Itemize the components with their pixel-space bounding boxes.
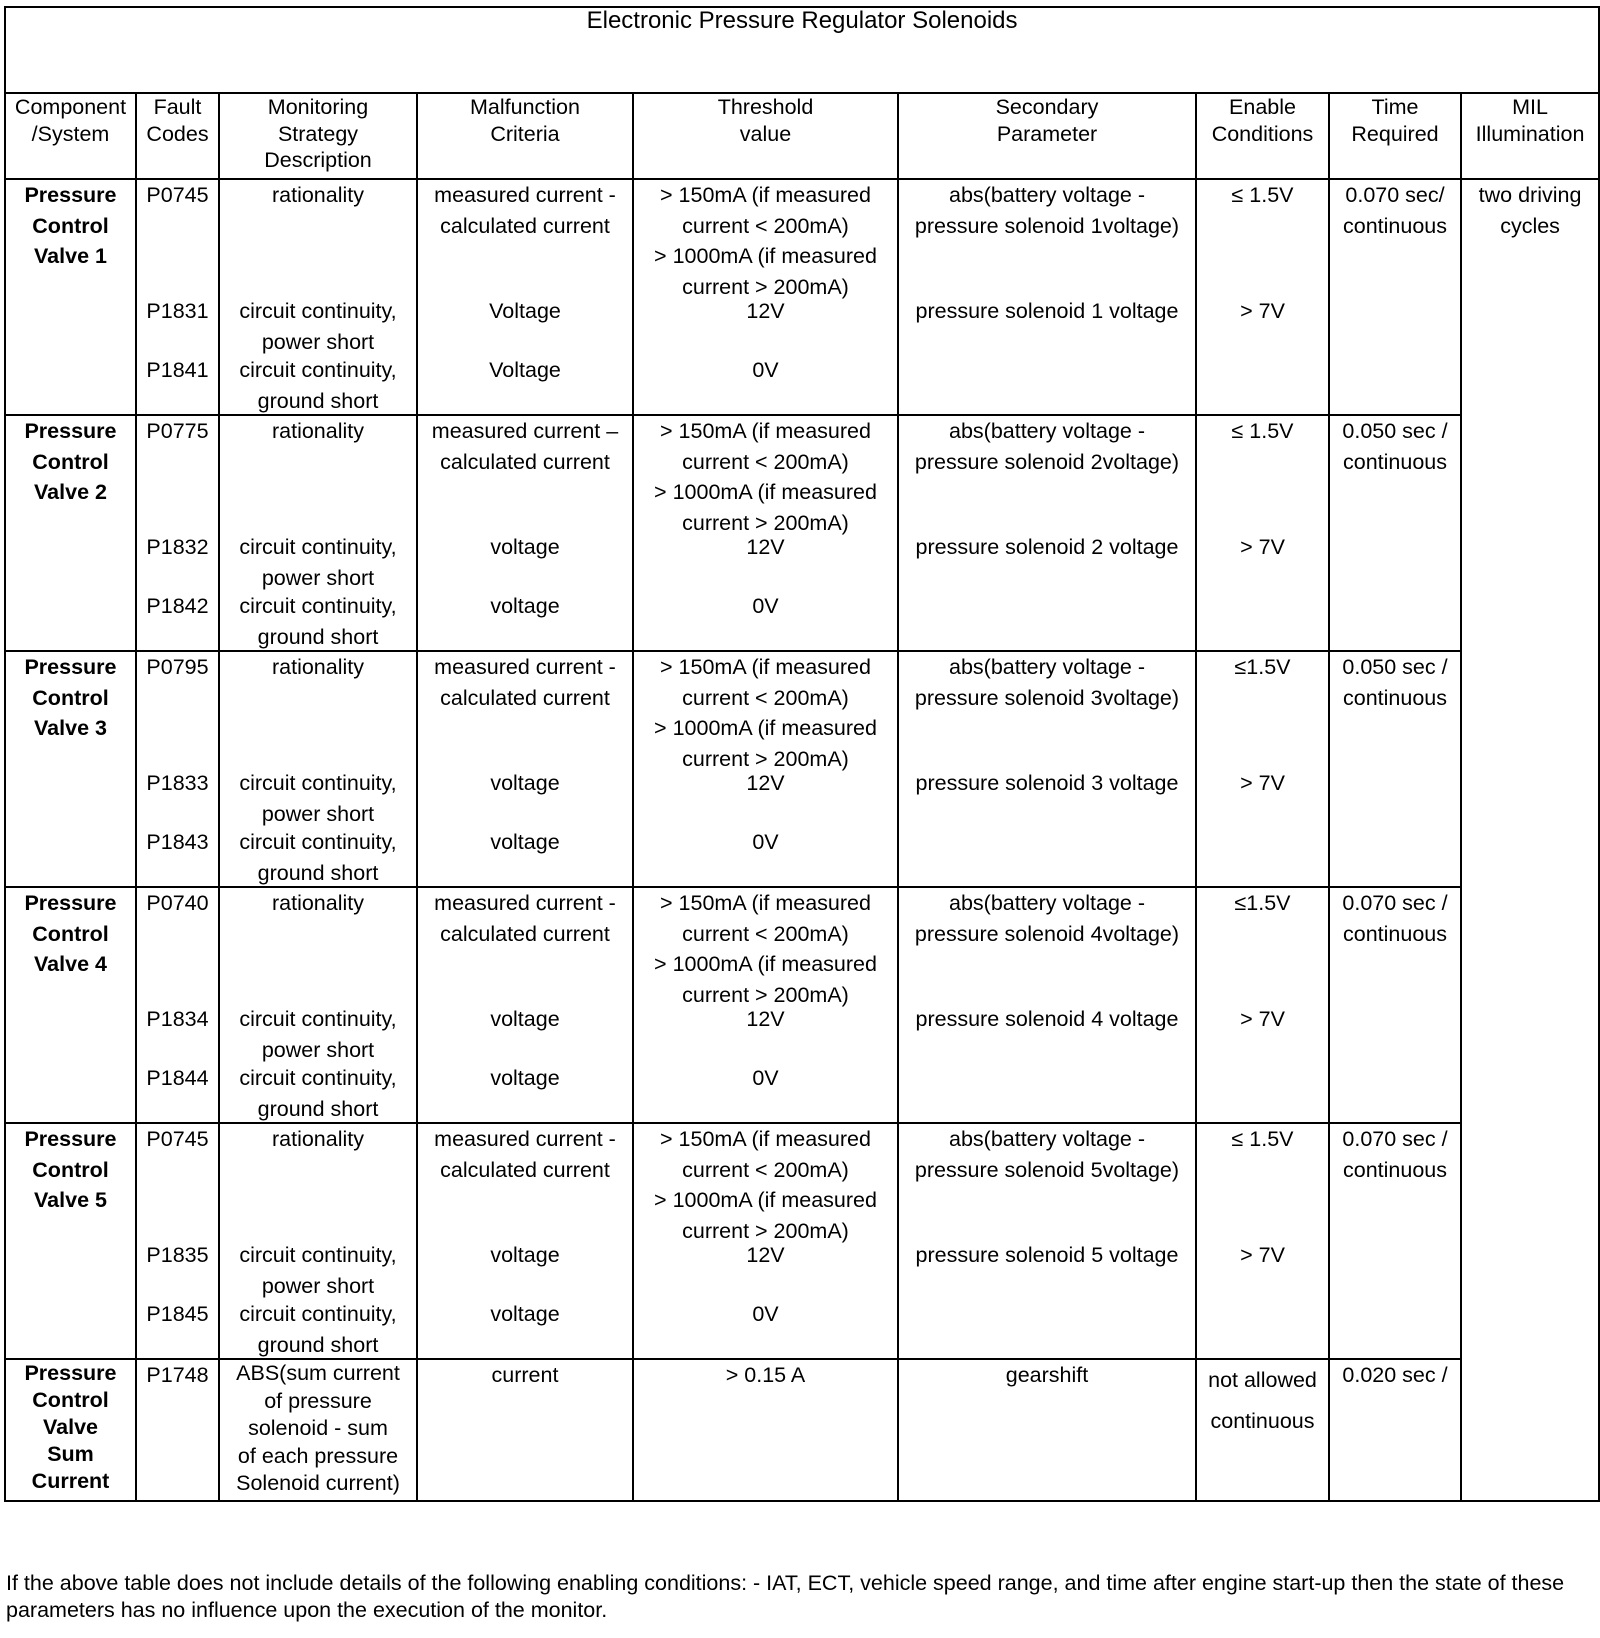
valve-row	[5, 1123, 1599, 1359]
malfunction-cell: measured current - calculated current voltage voltage	[417, 1123, 633, 1359]
malfunction-cell: current	[417, 1359, 633, 1501]
secondary-cell: abs(battery voltage - pressure solenoid 2voltage) pressure solenoid 2 voltage	[898, 415, 1196, 651]
malfunction-cell: measured current - calculated current voltage voltage	[417, 887, 633, 1123]
header-malfunction: Malfunction Criteria	[417, 93, 633, 179]
enable-cell: not allowed continuous	[1196, 1359, 1329, 1501]
enable-cell: ≤ 1.5V > 7V	[1196, 1123, 1329, 1359]
table-title: Electronic Pressure Regulator Solenoids	[5, 7, 1599, 93]
threshold-cell: > 150mA (if measured current < 200mA) > 1000mA (if measured current > 200mA) 12V 0V	[633, 415, 898, 651]
component-cell: Pressure Control Valve 4	[5, 887, 136, 1123]
component-cell: Pressure Control Valve 2	[5, 415, 136, 651]
time-cell: 0.070 sec / continuous	[1329, 1123, 1461, 1359]
fault-code-cell: P0740 P1834 P1844	[136, 887, 219, 1123]
monitoring-cell: rationality circuit continuity, power short circuit continuity, ground short	[219, 415, 417, 651]
fault-code-cell: P0795 P1833 P1843	[136, 651, 219, 887]
enable-cell: ≤1.5V > 7V	[1196, 887, 1329, 1123]
malfunction-cell: measured current - calculated current Voltage Voltage	[417, 179, 633, 415]
header-time: Time Required	[1329, 93, 1461, 179]
secondary-cell: abs(battery voltage - pressure solenoid 5voltage) pressure solenoid 5 voltage	[898, 1123, 1196, 1359]
secondary-cell: abs(battery voltage - pressure solenoid 3voltage) pressure solenoid 3 voltage	[898, 651, 1196, 887]
enable-cell: ≤ 1.5V > 7V	[1196, 179, 1329, 415]
header-secondary: Secondary Parameter	[898, 93, 1196, 179]
threshold-cell: > 150mA (if measured current < 200mA) > 1000mA (if measured current > 200mA) 12V 0V	[633, 179, 898, 415]
monitoring-cell: rationality circuit continuity, power short circuit continuity, ground short	[219, 1123, 417, 1359]
mil-cell: two driving cycles	[1461, 179, 1599, 1501]
monitor-table	[4, 6, 1600, 1502]
monitoring-cell: rationality circuit continuity, power short circuit continuity, ground short	[219, 179, 417, 415]
component-cell: Pressure Control Valve 3	[5, 651, 136, 887]
fault-code-cell: P1748	[136, 1359, 219, 1501]
monitoring-cell: rationality circuit continuity, power short circuit continuity, ground short	[219, 887, 417, 1123]
header-row	[5, 93, 1599, 179]
table-body	[5, 179, 1599, 1501]
sum-current-row	[5, 1359, 1599, 1501]
secondary-cell: abs(battery voltage - pressure solenoid 1voltage) pressure solenoid 1 voltage	[898, 179, 1196, 415]
time-cell: 0.050 sec / continuous	[1329, 651, 1461, 887]
valve-row	[5, 415, 1599, 651]
fault-code-cell: P0745 P1831 P1841	[136, 179, 219, 415]
secondary-cell: gearshift	[898, 1359, 1196, 1501]
component-cell: Pressure Control Valve 1	[5, 179, 136, 415]
header-threshold: Threshold value	[633, 93, 898, 179]
header-fault-codes: Fault Codes	[136, 93, 219, 179]
component-cell: Pressure Control Valve Sum Current	[5, 1359, 136, 1501]
threshold-cell: > 150mA (if measured current < 200mA) > 1000mA (if measured current > 200mA) 12V 0V	[633, 887, 898, 1123]
threshold-cell: > 150mA (if measured current < 200mA) > 1000mA (if measured current > 200mA) 12V 0V	[633, 651, 898, 887]
fault-code-cell: P0745 P1835 P1845	[136, 1123, 219, 1359]
threshold-cell: > 150mA (if measured current < 200mA) > 1000mA (if measured current > 200mA) 12V 0V	[633, 1123, 898, 1359]
header-monitoring: Monitoring Strategy Description	[219, 93, 417, 179]
component-cell: Pressure Control Valve 5	[5, 1123, 136, 1359]
header-component: Component /System	[5, 93, 136, 179]
enable-cell: ≤ 1.5V > 7V	[1196, 415, 1329, 651]
fault-code-cell: P0775 P1832 P1842	[136, 415, 219, 651]
secondary-cell: abs(battery voltage - pressure solenoid 4voltage) pressure solenoid 4 voltage	[898, 887, 1196, 1123]
footnote: If the above table does not include details of the following enabling conditions: - IAT, ECT, vehicle speed range, and time after engine start-up then the state of these parameters has no influence upon the execution of the monitor.	[6, 1571, 1565, 1622]
valve-row	[5, 179, 1599, 415]
time-cell: 0.070 sec / continuous	[1329, 887, 1461, 1123]
threshold-cell: > 0.15 A	[633, 1359, 898, 1501]
monitoring-cell: ABS(sum current of pressure solenoid - sum of each pressure Solenoid current)	[219, 1359, 417, 1501]
malfunction-cell: measured current – calculated current voltage voltage	[417, 415, 633, 651]
header-enable: Enable Conditions	[1196, 93, 1329, 179]
monitoring-cell: rationality circuit continuity, power short circuit continuity, ground short	[219, 651, 417, 887]
valve-row	[5, 651, 1599, 887]
enable-cell: ≤1.5V > 7V	[1196, 651, 1329, 887]
header-mil: MIL Illumination	[1461, 93, 1599, 179]
malfunction-cell: measured current - calculated current voltage voltage	[417, 651, 633, 887]
time-cell: 0.020 sec /	[1329, 1359, 1461, 1501]
time-cell: 0.050 sec / continuous	[1329, 415, 1461, 651]
time-cell: 0.070 sec/ continuous	[1329, 179, 1461, 415]
valve-row	[5, 887, 1599, 1123]
